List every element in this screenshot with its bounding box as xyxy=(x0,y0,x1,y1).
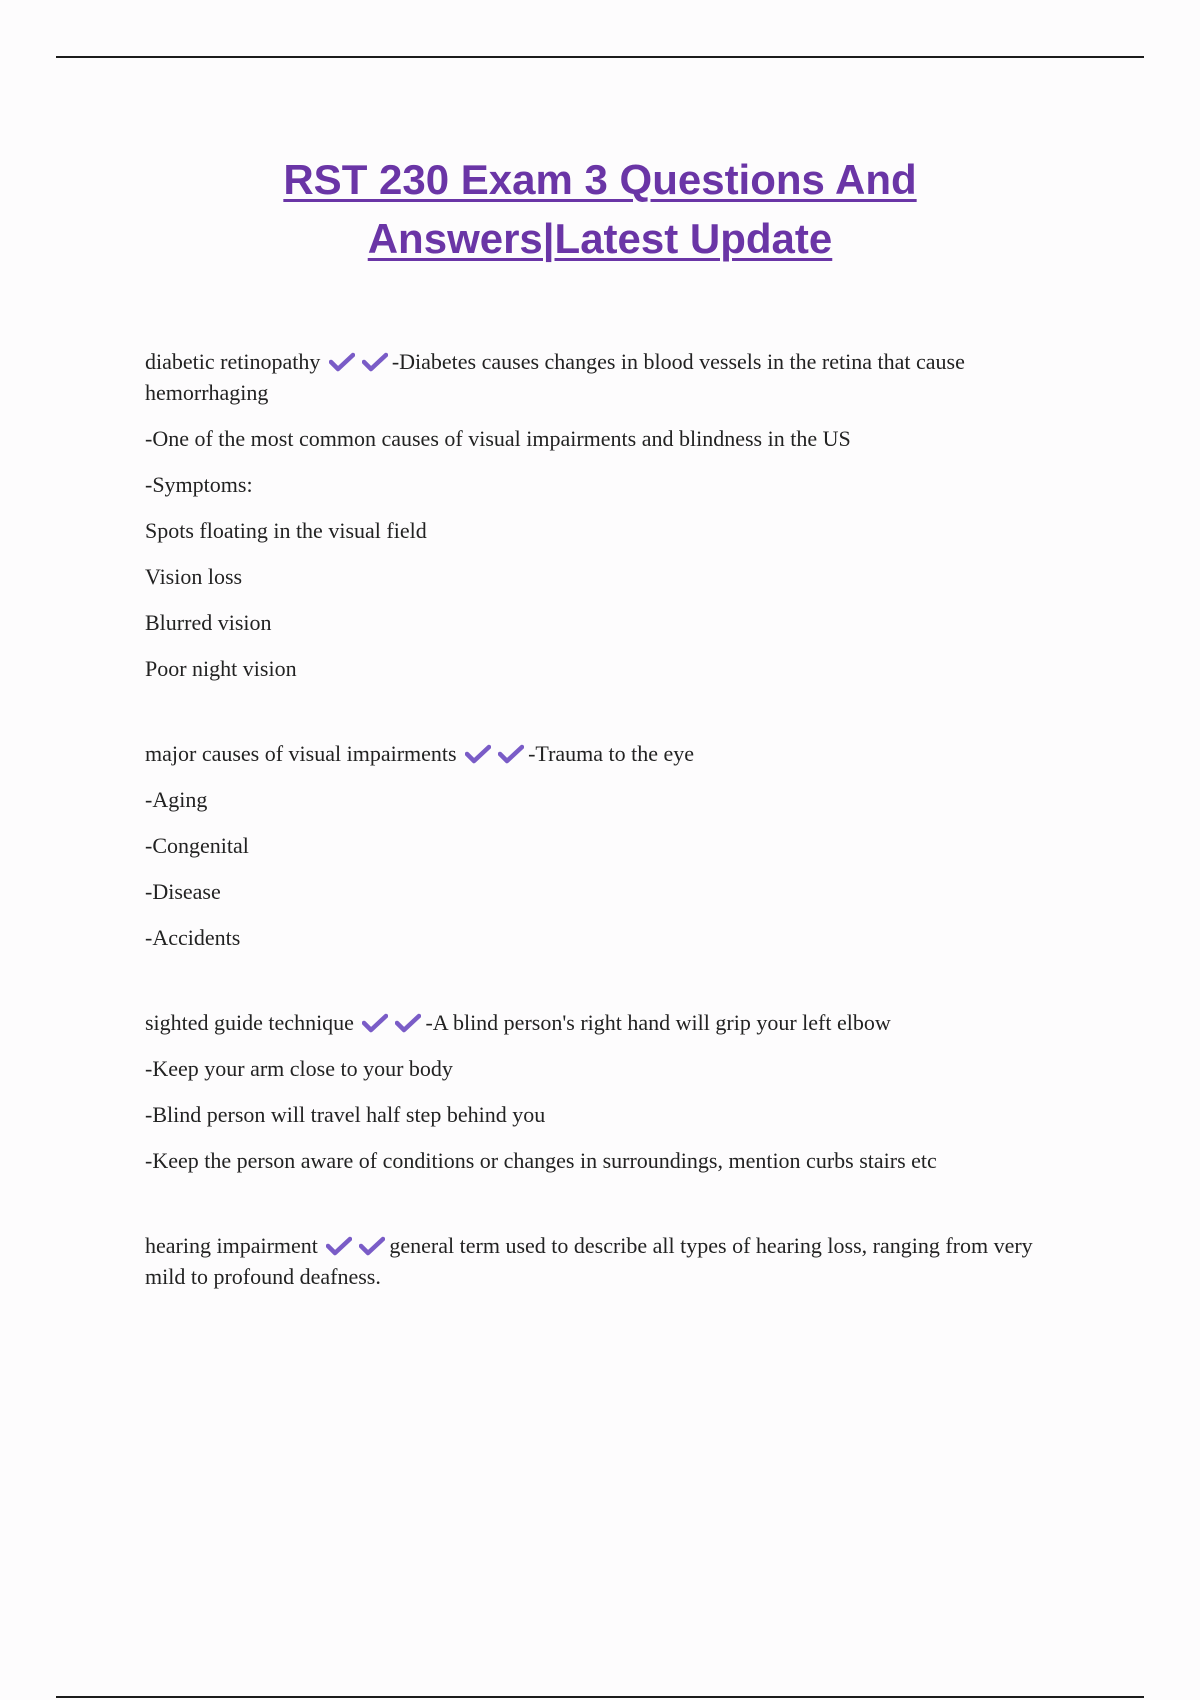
bottom-rule xyxy=(56,1696,1144,1698)
answer: general term used to describe all types of hearing loss, ranging from very mild to profound deafness. xyxy=(145,1233,1033,1289)
answer-line: -Aging xyxy=(145,787,208,812)
document-title: RST 230 Exam 3 Questions And Answers|Latest Update xyxy=(283,156,917,262)
answer-line: -Keep the person aware of conditions or changes in surroundings, mention curbs stairs etc xyxy=(145,1148,937,1173)
term: major causes of visual impairments xyxy=(145,741,457,766)
checkmark-icon xyxy=(465,744,491,764)
answer: -Diabetes causes changes in blood vessels in the retina that cause hemorrhaging xyxy=(145,349,965,405)
checkmark-icon xyxy=(362,1013,388,1033)
top-rule xyxy=(56,56,1144,58)
qa-entry-major-causes xyxy=(145,738,1075,953)
question-line xyxy=(145,1007,1075,1038)
answer-line: Poor night vision xyxy=(145,656,297,681)
answer-line: Vision loss xyxy=(145,564,243,589)
qa-entry-sighted-guide xyxy=(145,1007,1075,1176)
question-line xyxy=(145,1230,1075,1292)
answer-line: Blurred vision xyxy=(145,610,272,635)
answer-line: -Keep your arm close to your body xyxy=(145,1056,453,1081)
term: sighted guide technique xyxy=(145,1010,354,1035)
checkmark-icon xyxy=(329,352,355,372)
answer-line: -Congenital xyxy=(145,833,249,858)
answer-line: -One of the most common causes of visual impairments and blindness in the US xyxy=(145,426,851,451)
answer-line: Spots floating in the visual field xyxy=(145,518,427,543)
qa-entry-diabetic-retinopathy xyxy=(145,346,1075,684)
question-line xyxy=(145,346,1075,408)
answer-line: -Accidents xyxy=(145,925,241,950)
checkmark-icon xyxy=(395,1013,421,1033)
answer-line: -Blind person will travel half step behind you xyxy=(145,1102,546,1127)
answer: -A blind person's right hand will grip your left elbow xyxy=(425,1010,891,1035)
checkmark-icon xyxy=(362,352,388,372)
qa-list xyxy=(145,346,1075,1346)
qa-entry-hearing-impairment xyxy=(145,1230,1075,1292)
term: hearing impairment xyxy=(145,1233,318,1258)
question-line xyxy=(145,738,1075,769)
answer-line: -Disease xyxy=(145,879,221,904)
checkmark-icon xyxy=(359,1236,385,1256)
term: diabetic retinopathy xyxy=(145,349,321,374)
answer-line: -Symptoms: xyxy=(145,472,253,497)
answer: -Trauma to the eye xyxy=(528,741,695,766)
checkmark-icon xyxy=(498,744,524,764)
checkmark-icon xyxy=(326,1236,352,1256)
